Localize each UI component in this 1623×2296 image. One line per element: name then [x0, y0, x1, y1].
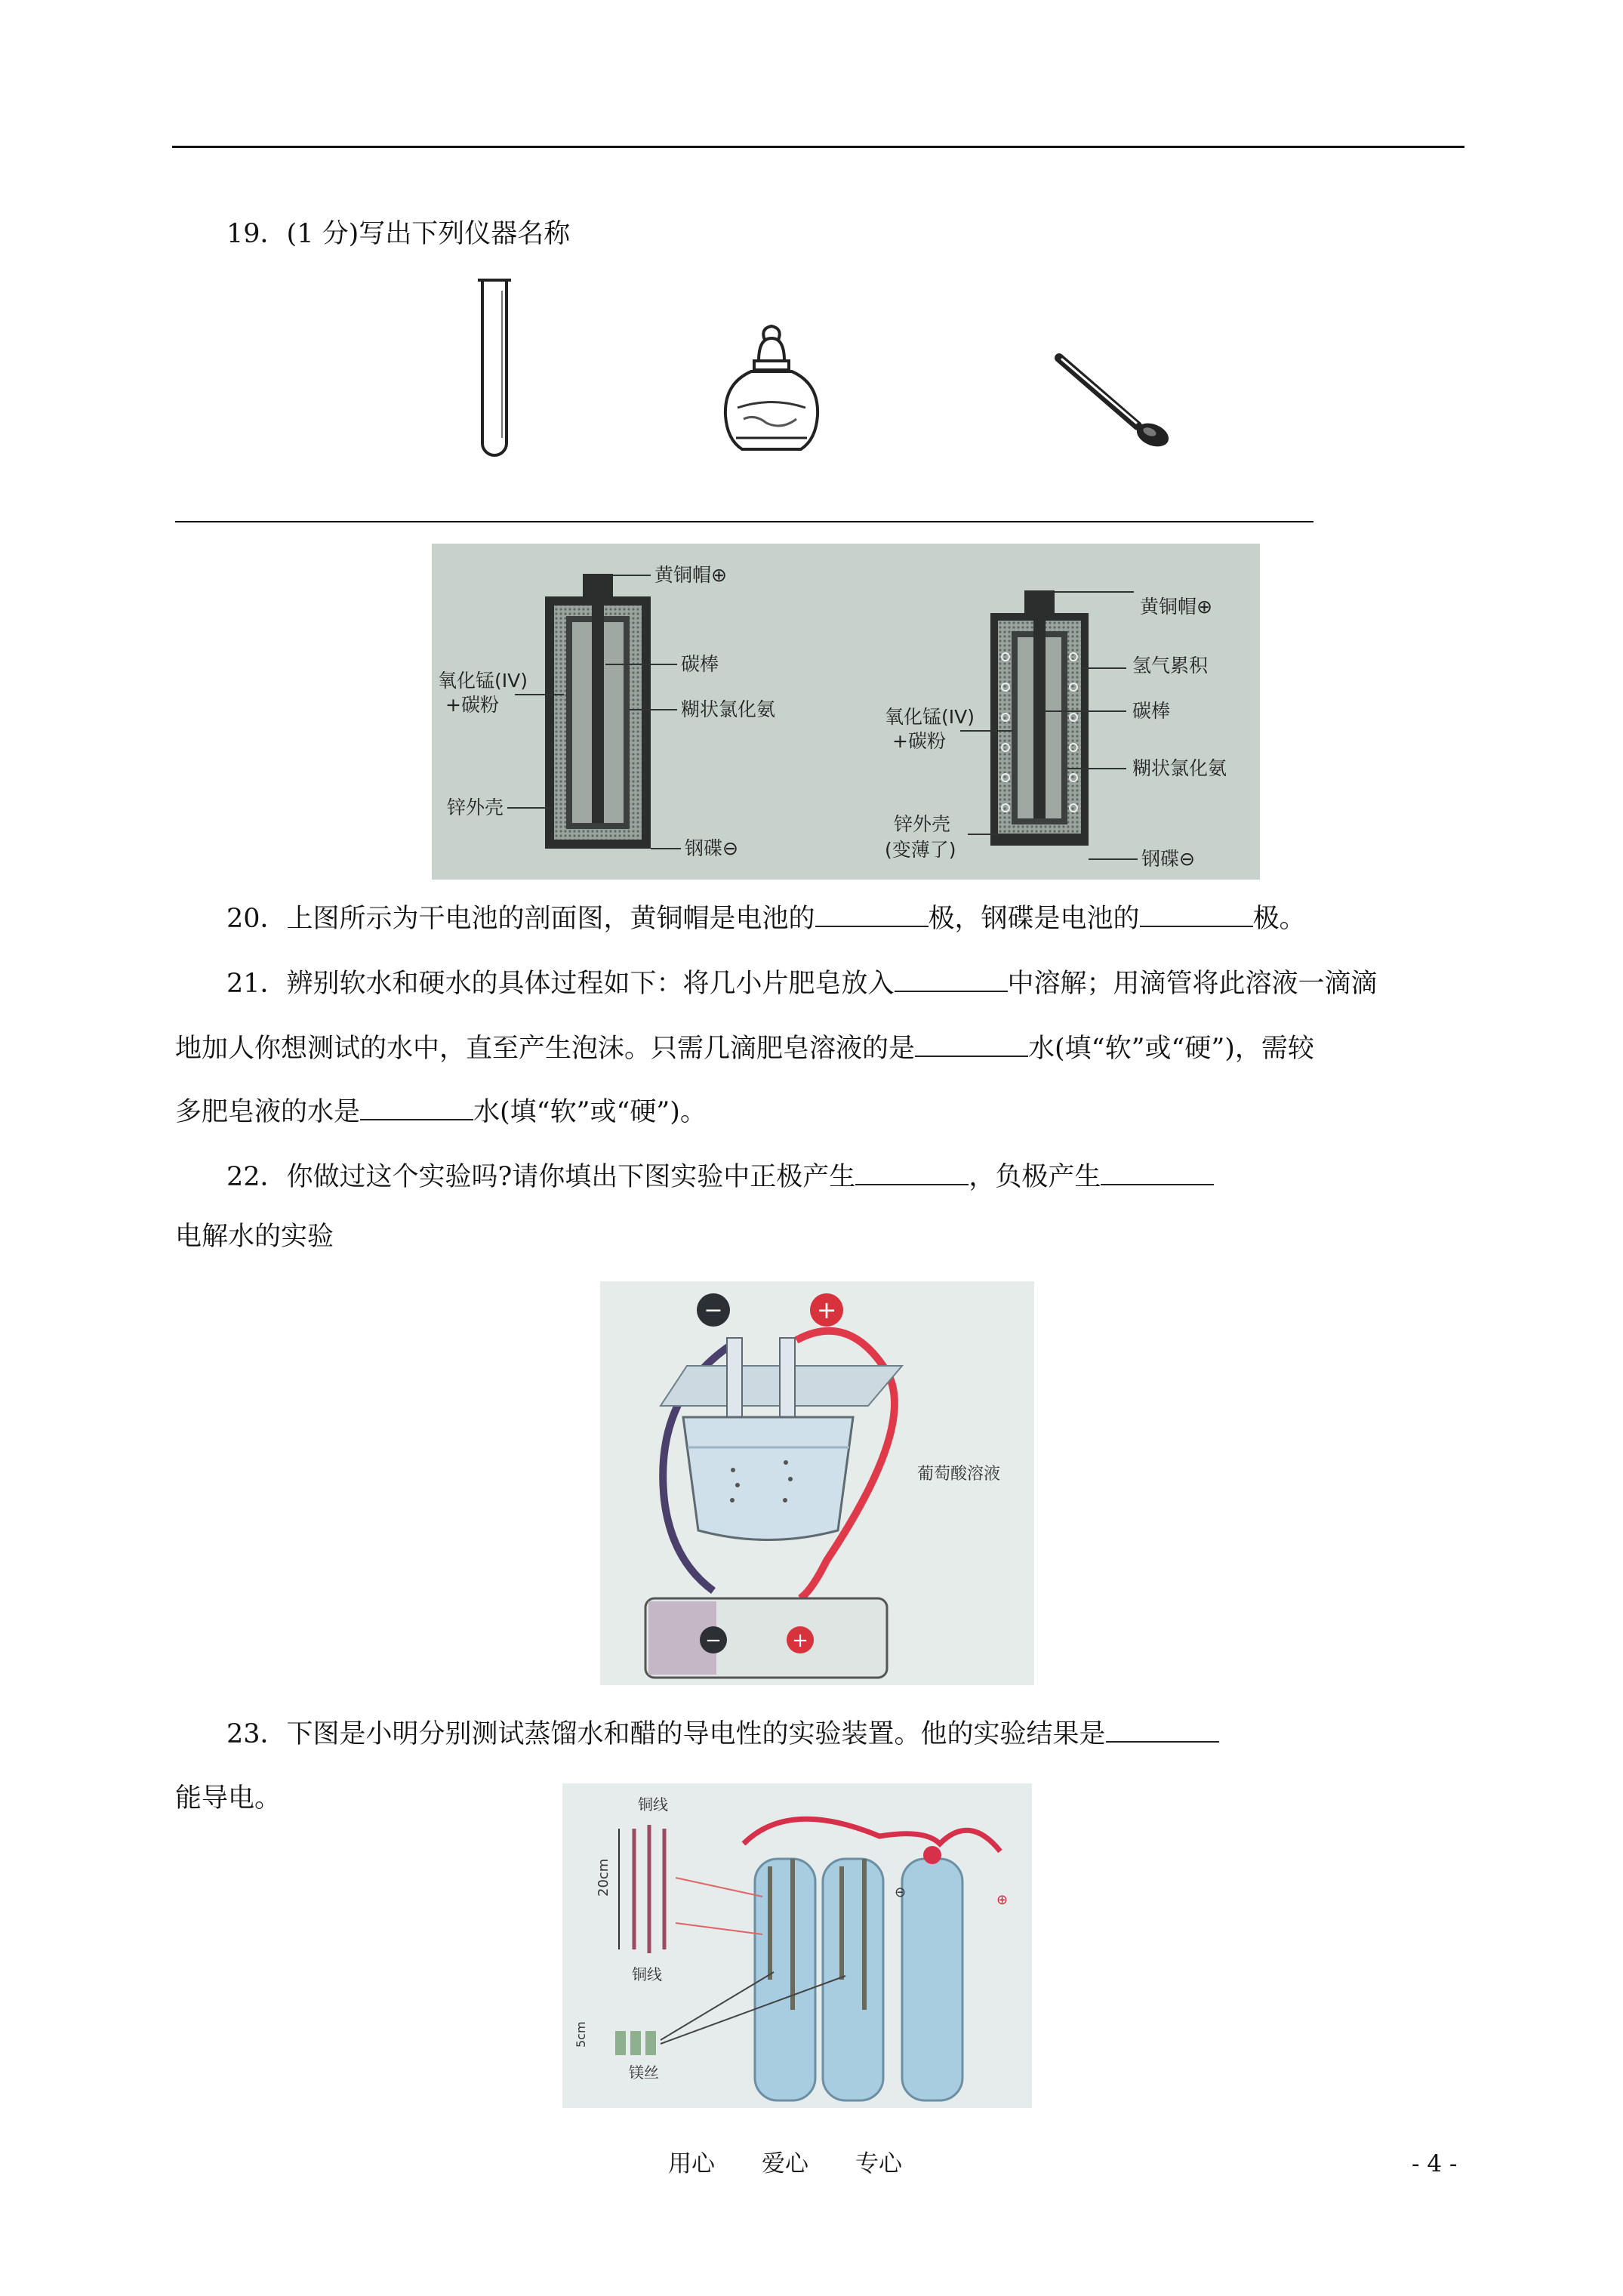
label-carbon-rod-left: 碳棒 [681, 653, 719, 675]
label-paste-right: 糊状氯化氨 [1132, 757, 1227, 779]
label-carbon-rod-right: 碳棒 [1132, 700, 1171, 722]
q22-text-2: ，负极产生 [969, 1162, 1101, 1192]
question-22 [226, 1157, 1214, 1195]
battery-pos-sign: + [792, 1629, 808, 1652]
label-hydrogen-right: 氢气累积 [1132, 655, 1209, 676]
q20-blank-1[interactable] [815, 898, 929, 927]
label-mno2-left: 氧化锰(IV) [438, 670, 528, 692]
battery-neg-sign: − [705, 1629, 722, 1652]
alcohol-lamp-icon [721, 325, 823, 457]
label-carbon-powder-right: +碳粉 [892, 730, 946, 752]
mg-length-label: 5cm [574, 2021, 588, 2048]
q23-blank-1[interactable] [1106, 1714, 1219, 1743]
q22-blank-2[interactable] [1101, 1157, 1214, 1185]
q20-text-2: 极，钢碟是电池的 [928, 904, 1140, 934]
neg-sign-top: − [704, 1297, 723, 1324]
q21-text-2b: 水(填“软”或“硬”)，需较 [1028, 1034, 1314, 1064]
q20-text-3: 极。 [1252, 904, 1306, 934]
question-21-line-3 [175, 1092, 707, 1130]
footer-page-number: - 4 - [1412, 2150, 1458, 2177]
label-carbon-powder-left: +碳粉 [445, 694, 499, 716]
q23-text-1: 23．下图是小明分别测试蒸馏水和醋的导电性的实验装置。他的实验结果是 [226, 1719, 1106, 1749]
q21-text-3: 多肥皂液的水是 [175, 1097, 361, 1127]
copper-label-top: 铜线 [638, 1795, 668, 1814]
battery-left [545, 574, 651, 849]
mg-label: 镁丝 [629, 2063, 659, 2082]
q20-blank-2[interactable] [1140, 898, 1253, 927]
conductivity-figure [562, 1783, 1032, 2108]
pos-sign-top: + [816, 1296, 837, 1324]
solution-label: 葡萄酸溶液 [917, 1465, 1001, 1484]
answer-line-19 [175, 521, 1313, 522]
q21-blank-1[interactable] [895, 963, 1008, 992]
copper-label-bottom: 铜线 [632, 1965, 662, 1983]
label-steel-disc-left: 钢碟⊖ [685, 837, 738, 859]
dry-battery-figure [432, 544, 1260, 880]
label-paste-left: 糊状氯化氨 [681, 698, 776, 720]
q21-text-2: 地加人你想测试的水中，直至产生泡沫。只需几滴肥皂溶液的是 [175, 1034, 916, 1064]
battery-right [990, 590, 1089, 846]
q21-blank-3[interactable] [360, 1092, 473, 1120]
q22-text-1: 22．你做过这个实验吗?请你填出下图实验中正极产生 [226, 1162, 856, 1192]
pos-label: ⊕ [996, 1892, 1009, 1908]
q22-caption: 电解水的实验 [175, 1222, 334, 1252]
neg-label: ⊖ [895, 1885, 907, 1900]
label-zinc-shell-left: 锌外壳 [447, 797, 504, 818]
question-19: 19．(1 分)写出下列仪器名称 [226, 219, 571, 249]
q22-blank-1[interactable] [855, 1157, 969, 1185]
q21-blank-2[interactable] [915, 1028, 1028, 1057]
label-steel-disc-right: 钢碟⊖ [1141, 848, 1195, 870]
label-brass-cap-left: 黄铜帽⊕ [654, 564, 727, 586]
length-label: 20cm [596, 1858, 611, 1897]
question-21-line-2 [175, 1028, 1314, 1067]
test-tube-icon [472, 276, 517, 464]
medicine-spoon-icon [1053, 353, 1174, 448]
label-thinned-right: (变薄了) [885, 839, 956, 861]
header-rule [172, 146, 1464, 148]
question-21-line-1 [226, 963, 1378, 1002]
question-23 [226, 1714, 1219, 1752]
footer-center: 用心 爱心 专心 [668, 2150, 902, 2177]
question-23-line-2: 能导电。 [175, 1783, 282, 1814]
question-20 [226, 898, 1306, 937]
q21-text-3b: 水(填“软”或“硬”)。 [473, 1097, 707, 1127]
label-brass-cap-right: 黄铜帽⊕ [1140, 596, 1212, 618]
label-zinc-shell-right: 锌外壳 [894, 813, 951, 835]
q21-text-1b: 中溶解；用滴管将此溶液一滴滴 [1007, 969, 1378, 999]
q21-text-1: 21．辨别软水和硬水的具体过程如下：将几小片肥皂放入 [226, 969, 895, 999]
label-mno2-right: 氧化锰(IV) [885, 706, 975, 728]
q20-text-1: 20．上图所示为干电池的剖面图，黄铜帽是电池的 [226, 904, 815, 934]
electrolysis-figure [600, 1281, 1034, 1685]
